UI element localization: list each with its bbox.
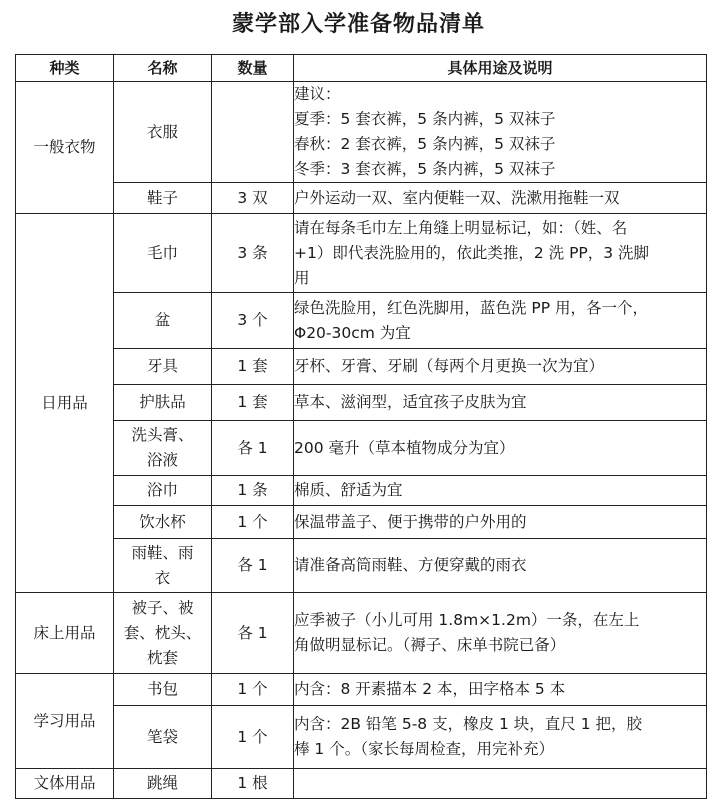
description-line: 应季被子（小儿可用 1.8m×1.2m）一条，在左上	[294, 611, 640, 629]
description-line: 棉质、舒适为宜	[294, 481, 403, 499]
description-line: 夏季：5 套衣裤，5 条内裤，5 双袜子	[294, 110, 556, 128]
category-bedding: 床上用品	[16, 593, 114, 674]
item-name: 饮水杯	[114, 506, 212, 539]
item-quantity: 1 套	[212, 385, 294, 421]
table-row	[16, 539, 707, 593]
description-line: 牙杯、牙膏、牙刷（每两个月更换一次为宜）	[294, 357, 605, 375]
item-description	[294, 706, 707, 769]
item-name: 浴巾	[114, 476, 212, 506]
item-name: 牙具	[114, 349, 212, 385]
item-description	[294, 82, 707, 183]
item-description	[294, 476, 707, 506]
item-name: 跳绳	[114, 769, 212, 799]
name-line: 衣	[154, 568, 171, 587]
table-row	[16, 82, 707, 183]
category-study: 学习用品	[16, 674, 114, 769]
description-line: 绿色洗脸用，红色洗脚用，蓝色洗 PP 用，各一个，	[294, 298, 649, 317]
item-description	[294, 539, 707, 593]
item-name: 衣服	[114, 82, 212, 183]
item-description	[294, 421, 707, 476]
item-description	[294, 593, 707, 674]
category-daily: 日用品	[16, 214, 114, 593]
description-line: 春秋：2 套衣裤，5 条内裤，5 双袜子	[294, 135, 556, 153]
supply-list-table	[15, 54, 707, 799]
item-name	[114, 421, 212, 476]
item-quantity: 1 根	[212, 769, 294, 799]
item-quantity: 3 个	[212, 293, 294, 349]
item-quantity: 各 1	[212, 593, 294, 674]
description-line: 请准备高筒雨鞋、方便穿戴的雨衣	[294, 556, 527, 574]
item-quantity: 1 个	[212, 706, 294, 769]
table-row	[16, 183, 707, 214]
item-description	[294, 769, 707, 799]
item-quantity: 1 套	[212, 349, 294, 385]
description-line: 棒 1 个。（家长每周检查，用完补充）	[294, 740, 554, 758]
description-line: 角做明显标记。（褥子、床单书院已备）	[294, 636, 566, 654]
item-name: 书包	[114, 674, 212, 706]
name-line: 枕套	[146, 648, 178, 667]
item-name: 毛巾	[114, 214, 212, 293]
item-quantity: 1 个	[212, 674, 294, 706]
description-line: 用	[294, 268, 310, 287]
table-row	[16, 421, 707, 476]
item-name: 护肤品	[114, 385, 212, 421]
description-line: 200 毫升（草本植物成分为宜）	[294, 438, 515, 457]
table-row	[16, 706, 707, 769]
category-sports: 文体用品	[16, 769, 114, 799]
table-row	[16, 293, 707, 349]
header-description: 具体用途及说明	[294, 55, 707, 82]
name-line: 雨鞋、雨	[131, 543, 194, 562]
table-row	[16, 214, 707, 293]
table-row	[16, 769, 707, 799]
item-description	[294, 349, 707, 385]
header-category: 种类	[16, 55, 114, 82]
item-quantity: 3 条	[212, 214, 294, 293]
item-quantity: 1 个	[212, 506, 294, 539]
table-row	[16, 506, 707, 539]
description-line: +1）即代表洗脸用的，依此类推，2 洗 PP，3 洗脚	[294, 243, 650, 262]
description-line: 冬季：3 套衣裤，5 条内裤，5 双袜子	[294, 160, 556, 178]
item-description	[294, 674, 707, 706]
name-line: 套、枕头、	[123, 623, 202, 642]
header-name: 名称	[114, 55, 212, 82]
item-description	[294, 214, 707, 293]
item-quantity: 各 1	[212, 539, 294, 593]
description-line: Φ20-30cm 为宜	[294, 323, 411, 342]
item-name: 盆	[114, 293, 212, 349]
table-row	[16, 385, 707, 421]
table-header-row	[16, 55, 707, 82]
name-line: 被子、被	[131, 598, 194, 617]
item-quantity: 1 条	[212, 476, 294, 506]
name-line: 浴液	[146, 451, 178, 469]
item-description	[294, 506, 707, 539]
item-description	[294, 293, 707, 349]
description-line: 内含：8 开素描本 2 本，田字格本 5 本	[294, 680, 566, 698]
header-quantity: 数量	[212, 55, 294, 82]
table-row	[16, 593, 707, 674]
item-description	[294, 385, 707, 421]
description-line: 内含：2B 铅笔 5-8 支，橡皮 1 块，直尺 1 把，胶	[294, 715, 643, 733]
table-row	[16, 674, 707, 706]
item-name: 笔袋	[114, 706, 212, 769]
description-line: 保温带盖子、便于携带的户外用的	[294, 512, 527, 531]
category-clothing: 一般衣物	[16, 82, 114, 214]
item-description	[294, 183, 707, 214]
item-name: 鞋子	[114, 183, 212, 214]
item-name	[114, 539, 212, 593]
item-quantity	[212, 82, 294, 183]
page-title: 蒙学部入学准备物品清单	[231, 12, 485, 37]
table-row	[16, 349, 707, 385]
item-quantity: 各 1	[212, 421, 294, 476]
description-line: 请在每条毛巾左上角缝上明显标记，如：（姓、名	[294, 218, 628, 237]
description-line: 草本、滋润型，适宜孩子皮肤为宜	[294, 393, 527, 411]
table-row	[16, 476, 707, 506]
item-quantity: 3 双	[212, 183, 294, 214]
description-line: 户外运动一双、室内便鞋一双、洗漱用拖鞋一双	[294, 188, 620, 207]
item-name	[114, 593, 212, 674]
name-line: 洗头膏、	[131, 426, 194, 444]
description-line: 建议：	[294, 85, 341, 103]
